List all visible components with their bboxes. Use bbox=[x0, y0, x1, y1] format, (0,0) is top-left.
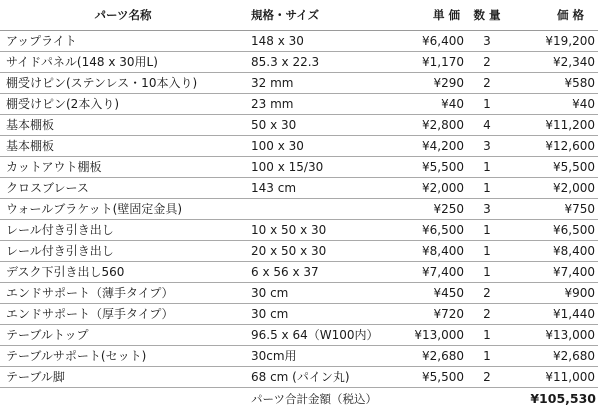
part-name-cell: レール付き引き出し bbox=[0, 220, 246, 241]
spec-size-cell: 10 x 50 x 30 bbox=[246, 220, 404, 241]
unit-price-cell: ¥2,000 bbox=[404, 178, 466, 199]
table-row bbox=[0, 73, 598, 94]
quantity-cell: 4 bbox=[466, 115, 508, 136]
quantity-cell: 1 bbox=[466, 262, 508, 283]
table-row bbox=[0, 199, 598, 220]
line-total-cell: ¥5,500 bbox=[508, 157, 598, 178]
table-row bbox=[0, 241, 598, 262]
unit-price-cell: ¥2,800 bbox=[404, 115, 466, 136]
line-total-cell: ¥11,200 bbox=[508, 115, 598, 136]
header-spec-size: 規格・サイズ bbox=[246, 0, 404, 31]
part-name-cell: デスク下引き出し560 bbox=[0, 262, 246, 283]
table-row bbox=[0, 115, 598, 136]
part-name-cell: エンドサポート（厚手タイプ） bbox=[0, 304, 246, 325]
header-unit-price: 単 価 bbox=[404, 0, 466, 31]
line-total-cell: ¥2,680 bbox=[508, 346, 598, 367]
line-total-cell: ¥6,500 bbox=[508, 220, 598, 241]
unit-price-cell: ¥5,500 bbox=[404, 367, 466, 388]
table-row bbox=[0, 325, 598, 346]
spec-size-cell: 6 x 56 x 37 bbox=[246, 262, 404, 283]
quantity-cell: 1 bbox=[466, 157, 508, 178]
part-name-cell: 棚受けピン(ステンレス・10本入り) bbox=[0, 73, 246, 94]
part-name-cell: 基本棚板 bbox=[0, 115, 246, 136]
part-name-cell: レール付き引き出し bbox=[0, 241, 246, 262]
line-total-cell: ¥12,600 bbox=[508, 136, 598, 157]
table-row bbox=[0, 94, 598, 115]
header-line-total: 価 格 bbox=[508, 0, 598, 31]
table-row bbox=[0, 157, 598, 178]
line-total-cell: ¥900 bbox=[508, 283, 598, 304]
unit-price-cell: ¥1,170 bbox=[404, 52, 466, 73]
spec-size-cell: 23 mm bbox=[246, 94, 404, 115]
quantity-cell: 1 bbox=[466, 178, 508, 199]
part-name-cell: アップライト bbox=[0, 31, 246, 52]
part-name-cell: テーブルトップ bbox=[0, 325, 246, 346]
line-total-cell: ¥11,000 bbox=[508, 367, 598, 388]
spec-size-cell: 100 x 15/30 bbox=[246, 157, 404, 178]
summary-spacer bbox=[0, 388, 246, 411]
unit-price-cell: ¥13,000 bbox=[404, 325, 466, 346]
table-row bbox=[0, 52, 598, 73]
unit-price-cell: ¥5,500 bbox=[404, 157, 466, 178]
table-row bbox=[0, 262, 598, 283]
line-total-cell: ¥2,000 bbox=[508, 178, 598, 199]
grand-total-value: ¥105,530 bbox=[530, 391, 596, 406]
line-total-cell: ¥7,400 bbox=[508, 262, 598, 283]
line-total-cell: ¥13,000 bbox=[508, 325, 598, 346]
spec-size-cell: 30 cm bbox=[246, 304, 404, 325]
spec-size-cell: 100 x 30 bbox=[246, 136, 404, 157]
table-row bbox=[0, 178, 598, 199]
quantity-cell: 1 bbox=[466, 241, 508, 262]
table-row bbox=[0, 367, 598, 388]
quantity-cell: 2 bbox=[466, 367, 508, 388]
line-total-cell: ¥8,400 bbox=[508, 241, 598, 262]
unit-price-cell: ¥720 bbox=[404, 304, 466, 325]
table-row bbox=[0, 220, 598, 241]
spec-size-cell: 68 cm (パイン丸) bbox=[246, 367, 404, 388]
spec-size-cell: 148 x 30 bbox=[246, 31, 404, 52]
line-total-cell: ¥2,340 bbox=[508, 52, 598, 73]
part-name-cell: 基本棚板 bbox=[0, 136, 246, 157]
spec-size-cell bbox=[246, 199, 404, 220]
header-part-name: パーツ名称 bbox=[0, 0, 246, 31]
summary-spacer bbox=[466, 388, 508, 411]
unit-price-cell: ¥40 bbox=[404, 94, 466, 115]
quantity-cell: 2 bbox=[466, 304, 508, 325]
part-name-cell: テーブルサポート(セット) bbox=[0, 346, 246, 367]
quantity-cell: 2 bbox=[466, 73, 508, 94]
table-row bbox=[0, 31, 598, 52]
part-name-cell: 棚受けピン(2本入り) bbox=[0, 94, 246, 115]
quantity-cell: 3 bbox=[466, 199, 508, 220]
part-name-cell: カットアウト棚板 bbox=[0, 157, 246, 178]
part-name-cell: ウォールブラケット(壁固定金具) bbox=[0, 199, 246, 220]
line-total-cell: ¥19,200 bbox=[508, 31, 598, 52]
unit-price-cell: ¥7,400 bbox=[404, 262, 466, 283]
unit-price-cell: ¥250 bbox=[404, 199, 466, 220]
table-row bbox=[0, 283, 598, 304]
grand-total-label: パーツ合計金額（税込） bbox=[251, 392, 378, 406]
quantity-cell: 1 bbox=[466, 346, 508, 367]
part-name-cell: クロスブレース bbox=[0, 178, 246, 199]
spec-size-cell: 85.3 x 22.3 bbox=[246, 52, 404, 73]
spec-size-cell: 30 cm bbox=[246, 283, 404, 304]
quantity-cell: 2 bbox=[466, 283, 508, 304]
quantity-cell: 2 bbox=[466, 52, 508, 73]
spec-size-cell: 20 x 50 x 30 bbox=[246, 241, 404, 262]
quantity-cell: 3 bbox=[466, 136, 508, 157]
spec-size-cell: 50 x 30 bbox=[246, 115, 404, 136]
unit-price-cell: ¥8,400 bbox=[404, 241, 466, 262]
line-total-cell: ¥40 bbox=[508, 94, 598, 115]
quantity-cell: 1 bbox=[466, 325, 508, 346]
line-total-cell: ¥1,440 bbox=[508, 304, 598, 325]
quantity-cell: 3 bbox=[466, 31, 508, 52]
quantity-cell: 1 bbox=[466, 94, 508, 115]
spec-size-cell: 143 cm bbox=[246, 178, 404, 199]
spec-size-cell: 96.5 x 64（W100内） bbox=[246, 325, 404, 346]
part-name-cell: サイドパネル(148 x 30用L) bbox=[0, 52, 246, 73]
line-total-cell: ¥580 bbox=[508, 73, 598, 94]
part-name-cell: テーブル脚 bbox=[0, 367, 246, 388]
unit-price-cell: ¥2,680 bbox=[404, 346, 466, 367]
unit-price-cell: ¥450 bbox=[404, 283, 466, 304]
spec-size-cell: 30cm用 bbox=[246, 346, 404, 367]
unit-price-cell: ¥6,400 bbox=[404, 31, 466, 52]
quantity-cell: 1 bbox=[466, 220, 508, 241]
table-row bbox=[0, 346, 598, 367]
header-quantity: 数 量 bbox=[466, 0, 508, 31]
table-body bbox=[0, 31, 598, 388]
table-row bbox=[0, 136, 598, 157]
part-name-cell: エンドサポート（薄手タイプ） bbox=[0, 283, 246, 304]
line-total-cell: ¥750 bbox=[508, 199, 598, 220]
unit-price-cell: ¥290 bbox=[404, 73, 466, 94]
unit-price-cell: ¥4,200 bbox=[404, 136, 466, 157]
unit-price-cell: ¥6,500 bbox=[404, 220, 466, 241]
spec-size-cell: 32 mm bbox=[246, 73, 404, 94]
table-row bbox=[0, 304, 598, 325]
summary-row bbox=[0, 388, 598, 411]
header-row bbox=[0, 0, 598, 31]
